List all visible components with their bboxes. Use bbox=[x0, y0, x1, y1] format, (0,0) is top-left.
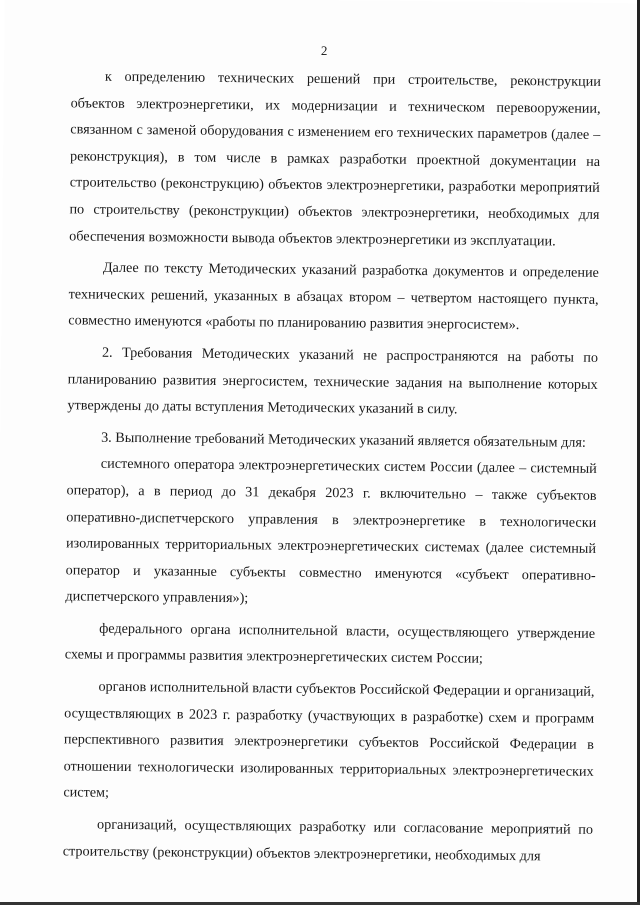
paragraph-item-2: 2. Требования Методических указаний не распространяются на работы по планированию развития энергосистем, технические задания на выполнение которых утверждены до даты вступления Методических указаний в силу. bbox=[67, 344, 599, 418]
paragraph-regional-bodies: органов исполнительной власти субъектов Российской Федерации и организаций, осуществляющих в 2023 г. разработку (участвующих в разработке) схем и программ перспективного развития электроэнергетики субъектов Российской Федерации в отношении технологически изолированных территориальных электроэнергетических систем; bbox=[63, 678, 595, 802]
paragraph-system-operator: системного оператора электроэнергетических систем России (далее – системный оператор), а в период до 31 декабря 2023 г. включительно – также субъектов оперативно-диспетчерского управления в электроэнергетике в технологически изолированных территориальных электроэнергетических системах (далее системный оператор и указанные субъекты совместно именуются «субъект оперативно-диспетчерского управления»); bbox=[65, 456, 597, 607]
paragraph-definition: Далее по тексту Методических указаний разработка документов и определение технических решений, указанных в абзацах втором – четвертом настоящего пункта, совместно именуются «работы по планированию развития энергосистем». bbox=[68, 259, 599, 334]
paragraph-continuation: к определению технических решений при строительстве, реконструкции объектов электроэнергетики, их модернизации и техническом перевооружении, связанном с заменой оборудования с изменением его технических параметров (далее – реконструкция), в том числе в рамках разработки проектной документации на строительство (реконструкцию) объектов электроэнергетики, разработки мероприятий по строительству (реконструкции) объектов электроэнергетики, необходимых для обеспечения возможности вывода объектов электроэнергетики из эксплуатации. bbox=[69, 68, 601, 250]
paragraph-item-3: 3. Выполнение требований Методических указаний является обязательным для: bbox=[101, 429, 586, 451]
paragraph-organizations: организаций, осуществляющих разработку или согласование мероприятий по строительству (реконструкции) объектов электроэнергетики, необходимых для bbox=[62, 816, 594, 864]
page-number: 2 bbox=[320, 42, 328, 59]
document-body bbox=[63, 63, 601, 870]
paragraph-federal-body: федерального органа исполнительной власти, осуществляющего утверждение схемы и программы развития электроэнергетических систем России; bbox=[64, 620, 596, 668]
